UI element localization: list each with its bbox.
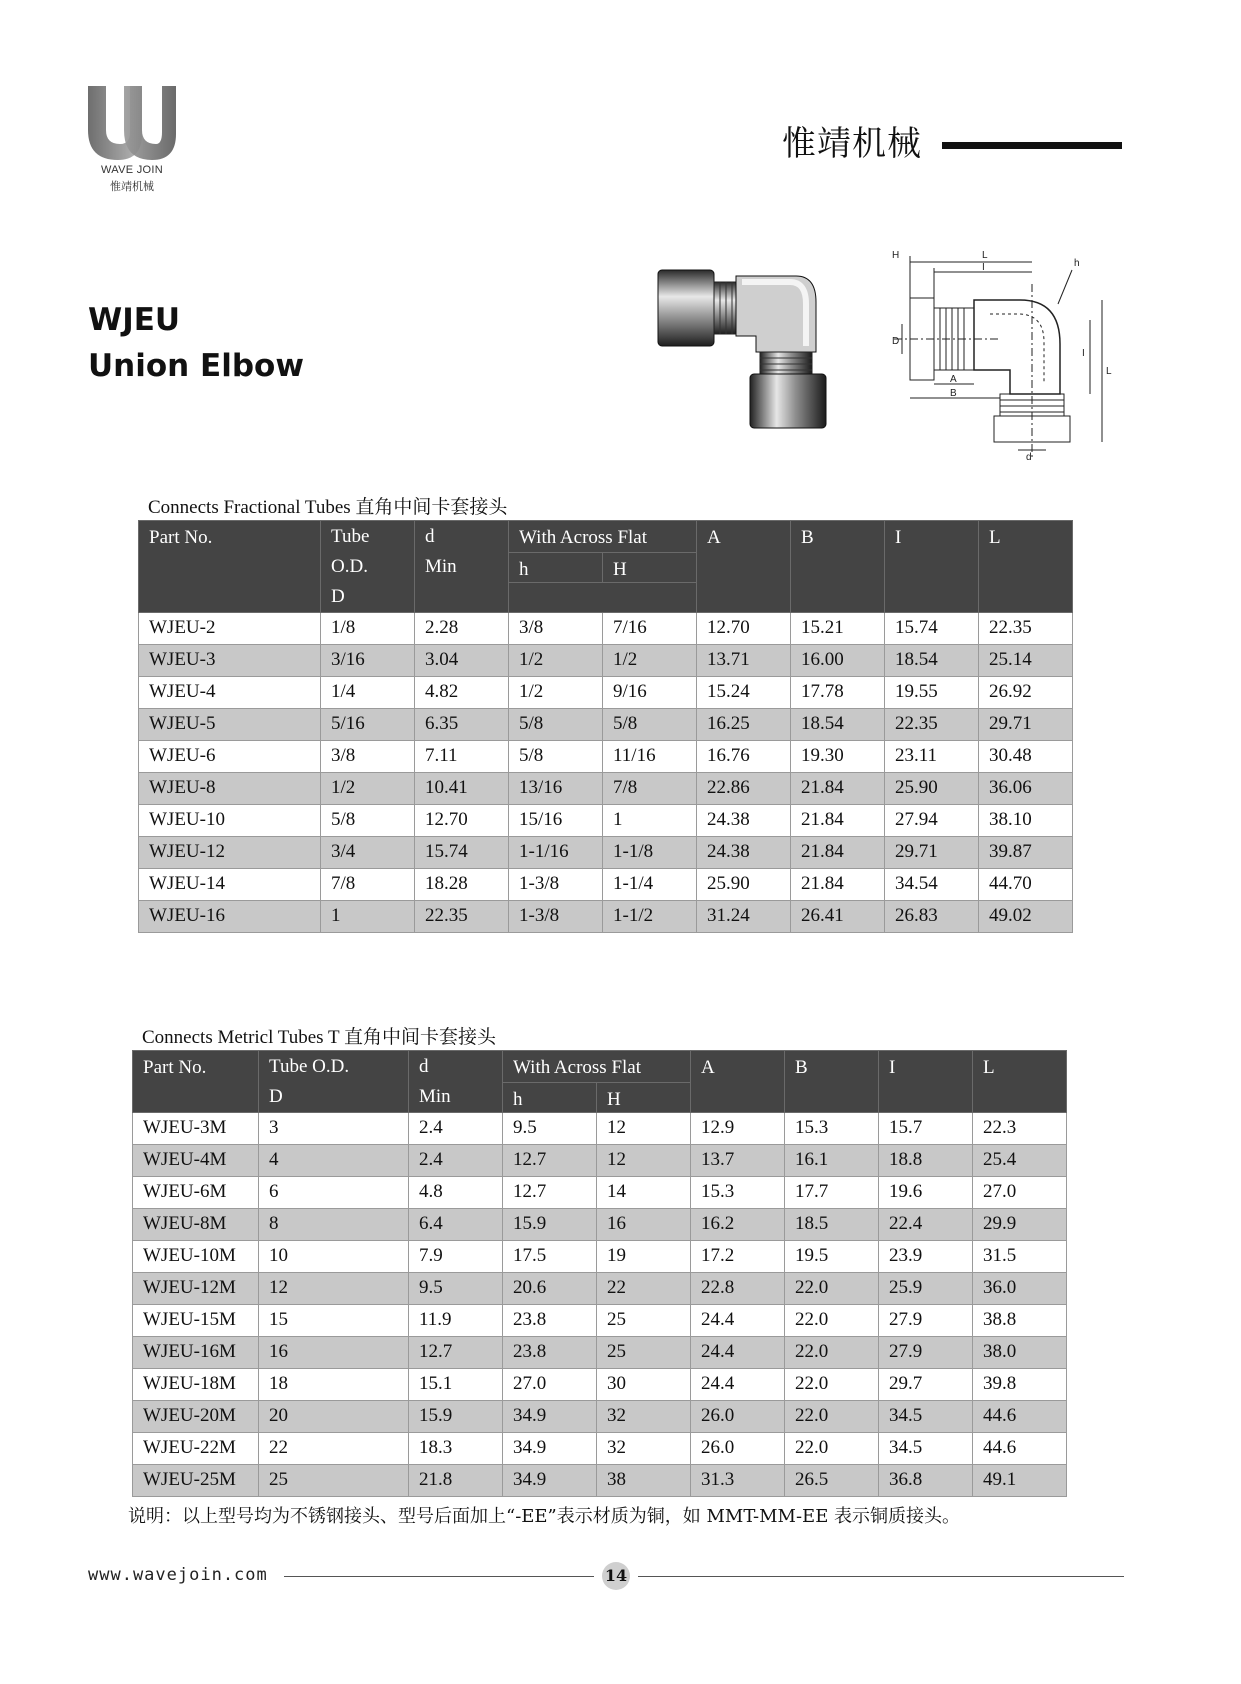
cell-B: 19.30 [791,741,885,773]
cell-h: 34.9 [503,1401,597,1433]
table-row [133,1113,1067,1145]
col-L: L [979,521,1073,613]
cell-I: 22.4 [879,1209,973,1241]
table-row [133,1305,1067,1337]
cell-L: 30.48 [979,741,1073,773]
cell-H: 9/16 [603,677,697,709]
cell-part-no: WJEU-6M [133,1177,259,1209]
cell-tube-od: 10 [259,1241,409,1273]
cell-tube-od: 7/8 [321,869,415,901]
cell-d-min: 15.9 [409,1401,503,1433]
cell-A: 16.2 [691,1209,785,1241]
table-row [139,645,1073,677]
col-B: B [791,521,885,613]
cell-L: 31.5 [973,1241,1067,1273]
cell-A: 16.76 [697,741,791,773]
cell-part-no: WJEU-16M [133,1337,259,1369]
cell-H: 1-1/4 [603,869,697,901]
cell-I: 15.7 [879,1113,973,1145]
cell-tube-od: 15 [259,1305,409,1337]
fractional-spec-table [138,520,1073,933]
cell-h: 5/8 [509,709,603,741]
cell-tube-od: 16 [259,1337,409,1369]
col-d-line2: Min [419,1086,451,1107]
col-across-flat: With Across Flat [509,521,697,553]
dim-label-B: B [950,388,957,399]
cell-A: 17.2 [691,1241,785,1273]
cell-H: 12 [597,1145,691,1177]
cell-tube-od: 3/4 [321,837,415,869]
cell-B: 22.0 [785,1305,879,1337]
cell-part-no: WJEU-3 [139,645,321,677]
cell-L: 26.92 [979,677,1073,709]
cell-H: 22 [597,1273,691,1305]
cell-L: 38.10 [979,805,1073,837]
col-A: A [697,521,791,613]
cell-part-no: WJEU-12M [133,1273,259,1305]
cell-tube-od: 3/8 [321,741,415,773]
col-d-line1: d [419,1056,429,1077]
material-note: 说明：以上型号均为不锈钢接头、型号后面加上“-EE”表示材质为铜，如 MMT-MM-EE 表示铜质接头。 [128,1506,961,1527]
cell-tube-od: 3/16 [321,645,415,677]
cell-B: 15.21 [791,613,885,645]
cell-L: 44.70 [979,869,1073,901]
cell-B: 18.5 [785,1209,879,1241]
cell-L: 44.6 [973,1433,1067,1465]
cell-part-no: WJEU-6 [139,741,321,773]
footer-rule-right [638,1576,1124,1577]
cell-part-no: WJEU-8 [139,773,321,805]
cell-B: 22.0 [785,1369,879,1401]
cell-part-no: WJEU-25M [133,1465,259,1497]
page-number: 14 [602,1562,630,1590]
table-row [139,709,1073,741]
dim-label-I: I [982,262,985,273]
cell-d-min: 4.82 [415,677,509,709]
cell-A: 12.70 [697,613,791,645]
col-A: A [691,1051,785,1113]
metric-spec-table [132,1050,1067,1497]
cell-I: 23.11 [885,741,979,773]
cell-H: 11/16 [603,741,697,773]
table-row [133,1145,1067,1177]
cell-h: 15/16 [509,805,603,837]
cell-L: 22.35 [979,613,1073,645]
cell-d-min: 9.5 [409,1273,503,1305]
cell-H: 25 [597,1305,691,1337]
fractional-table-caption: Connects Fractional Tubes 直角中间卡套接头 [148,497,508,518]
col-I: I [885,521,979,613]
cell-L: 49.02 [979,901,1073,933]
dim-label-L-vertical: L [1106,366,1112,377]
cell-A: 26.0 [691,1401,785,1433]
table-row [133,1433,1067,1465]
cell-part-no: WJEU-16 [139,901,321,933]
col-part-no: Part No. [133,1051,259,1113]
cell-A: 24.4 [691,1337,785,1369]
brand-name-english: WAVE JOIN [101,164,163,176]
cell-tube-od: 5/16 [321,709,415,741]
cell-h: 12.7 [503,1145,597,1177]
cell-h: 13/16 [509,773,603,805]
cell-B: 17.7 [785,1177,879,1209]
cell-H: 1/2 [603,645,697,677]
cell-H: 5/8 [603,709,697,741]
col-h: h [509,553,603,583]
col-tube-od-line2: D [269,1086,283,1107]
cell-d-min: 10.41 [415,773,509,805]
table-row [133,1241,1067,1273]
dim-label-D: D [892,336,900,347]
col-d-line2: Min [425,556,457,577]
cell-B: 21.84 [791,805,885,837]
table-row [139,677,1073,709]
cell-H: 30 [597,1369,691,1401]
table-row [139,837,1073,869]
cell-d-min: 15.1 [409,1369,503,1401]
cell-H: 1-1/8 [603,837,697,869]
cell-part-no: WJEU-5 [139,709,321,741]
cell-h: 3/8 [509,613,603,645]
cell-I: 26.83 [885,901,979,933]
cell-part-no: WJEU-12 [139,837,321,869]
table-row [133,1337,1067,1369]
cell-L: 49.1 [973,1465,1067,1497]
cell-tube-od: 5/8 [321,805,415,837]
cell-d-min: 7.9 [409,1241,503,1273]
cell-tube-od: 1/8 [321,613,415,645]
cell-H: 12 [597,1113,691,1145]
col-d-line1: d [425,526,435,547]
cell-B: 21.84 [791,773,885,805]
cell-I: 27.9 [879,1337,973,1369]
cell-d-min: 15.74 [415,837,509,869]
cell-H: 32 [597,1433,691,1465]
cell-I: 27.9 [879,1305,973,1337]
cell-tube-od: 18 [259,1369,409,1401]
dim-label-I-vertical: I [1082,348,1085,359]
table-row [139,901,1073,933]
table-row [133,1465,1067,1497]
cell-d-min: 11.9 [409,1305,503,1337]
cell-A: 24.4 [691,1369,785,1401]
cell-B: 22.0 [785,1433,879,1465]
cell-L: 22.3 [973,1113,1067,1145]
cell-h: 1/2 [509,645,603,677]
cell-h: 9.5 [503,1113,597,1145]
cell-d-min: 2.4 [409,1145,503,1177]
cell-B: 26.41 [791,901,885,933]
cell-tube-od: 25 [259,1465,409,1497]
cell-part-no: WJEU-10M [133,1241,259,1273]
cell-A: 12.9 [691,1113,785,1145]
table-row [139,773,1073,805]
cell-B: 21.84 [791,869,885,901]
col-d-min [409,1051,503,1113]
table-row [133,1209,1067,1241]
cell-L: 39.8 [973,1369,1067,1401]
cell-tube-od: 1/4 [321,677,415,709]
table-row [133,1177,1067,1209]
cell-H: 25 [597,1337,691,1369]
cell-tube-od: 4 [259,1145,409,1177]
cell-B: 19.5 [785,1241,879,1273]
cell-part-no: WJEU-14 [139,869,321,901]
cell-h: 1-3/8 [509,901,603,933]
cell-d-min: 18.3 [409,1433,503,1465]
cell-d-min: 2.28 [415,613,509,645]
footer-rule-left [284,1576,594,1577]
cell-h: 17.5 [503,1241,597,1273]
dim-label-A: A [950,374,957,385]
cell-I: 18.54 [885,645,979,677]
cell-I: 25.9 [879,1273,973,1305]
cell-H: 1-1/2 [603,901,697,933]
cell-B: 22.0 [785,1401,879,1433]
cell-I: 18.8 [879,1145,973,1177]
col-across-flat: With Across Flat [503,1051,691,1083]
cell-H: 32 [597,1401,691,1433]
table-row [139,741,1073,773]
dimension-drawing-icon [890,244,1130,464]
cell-L: 29.71 [979,709,1073,741]
cell-part-no: WJEU-15M [133,1305,259,1337]
cell-L: 27.0 [973,1177,1067,1209]
cell-part-no: WJEU-4M [133,1145,259,1177]
union-elbow-photo-icon [656,262,836,432]
technical-drawing [890,244,1130,464]
company-logo [86,86,178,196]
col-L: L [973,1051,1067,1113]
cell-tube-od: 20 [259,1401,409,1433]
cell-part-no: WJEU-10 [139,805,321,837]
cell-A: 13.71 [697,645,791,677]
cell-B: 18.54 [791,709,885,741]
col-part-no: Part No. [139,521,321,613]
cell-L: 25.4 [973,1145,1067,1177]
table-row [133,1369,1067,1401]
header-rule [942,142,1122,149]
product-photo [656,262,836,432]
cell-tube-od: 22 [259,1433,409,1465]
cell-d-min: 21.8 [409,1465,503,1497]
cell-d-min: 4.8 [409,1177,503,1209]
cell-part-no: WJEU-2 [139,613,321,645]
cell-A: 24.38 [697,805,791,837]
cell-L: 38.8 [973,1305,1067,1337]
cell-H: 16 [597,1209,691,1241]
cell-H: 19 [597,1241,691,1273]
cell-h: 20.6 [503,1273,597,1305]
cell-I: 22.35 [885,709,979,741]
cell-tube-od: 1 [321,901,415,933]
cell-d-min: 7.11 [415,741,509,773]
dim-label-L: L [982,250,988,261]
cell-L: 36.0 [973,1273,1067,1305]
cell-I: 23.9 [879,1241,973,1273]
cell-h: 34.9 [503,1433,597,1465]
cell-A: 13.7 [691,1145,785,1177]
col-d-min [415,521,509,613]
cell-B: 16.1 [785,1145,879,1177]
cell-A: 16.25 [697,709,791,741]
cell-h: 1-3/8 [509,869,603,901]
cell-tube-od: 6 [259,1177,409,1209]
cell-h: 1/2 [509,677,603,709]
website-url: www.wavejoin.com [88,1565,268,1585]
cell-tube-od: 12 [259,1273,409,1305]
cell-A: 25.90 [697,869,791,901]
cell-I: 34.5 [879,1433,973,1465]
cell-L: 36.06 [979,773,1073,805]
cell-part-no: WJEU-4 [139,677,321,709]
brand-name-chinese: 惟靖机械 [110,180,154,193]
col-across-flat-spacer [509,583,697,613]
cell-h: 5/8 [509,741,603,773]
cell-A: 22.86 [697,773,791,805]
cell-d-min: 6.4 [409,1209,503,1241]
cell-L: 25.14 [979,645,1073,677]
cell-I: 34.54 [885,869,979,901]
cell-tube-od: 1/2 [321,773,415,805]
cell-part-no: WJEU-18M [133,1369,259,1401]
table-row [139,805,1073,837]
cell-I: 34.5 [879,1401,973,1433]
cell-I: 15.74 [885,613,979,645]
col-H: H [603,553,697,583]
cell-A: 26.0 [691,1433,785,1465]
table-row [133,1273,1067,1305]
col-tube-od-line2: O.D. [331,556,368,577]
col-I: I [879,1051,973,1113]
col-tube-od-line1: Tube O.D. [269,1056,350,1077]
cell-part-no: WJEU-20M [133,1401,259,1433]
col-tube-od [321,521,415,613]
col-B: B [785,1051,879,1113]
cell-H: 38 [597,1465,691,1497]
cell-d-min: 3.04 [415,645,509,677]
cell-B: 26.5 [785,1465,879,1497]
col-tube-od-line1: Tube [331,526,370,547]
cell-h: 1-1/16 [509,837,603,869]
dim-label-H: H [892,250,900,261]
cell-I: 25.90 [885,773,979,805]
cell-part-no: WJEU-22M [133,1433,259,1465]
col-H: H [597,1083,691,1113]
cell-H: 7/8 [603,773,697,805]
col-tube-od [259,1051,409,1113]
cell-B: 21.84 [791,837,885,869]
cell-I: 29.7 [879,1369,973,1401]
cell-B: 16.00 [791,645,885,677]
cell-A: 31.3 [691,1465,785,1497]
wave-join-logo-icon [86,86,178,162]
cell-h: 23.8 [503,1337,597,1369]
cell-h: 15.9 [503,1209,597,1241]
cell-I: 19.6 [879,1177,973,1209]
cell-A: 22.8 [691,1273,785,1305]
cell-H: 7/16 [603,613,697,645]
cell-H: 1 [603,805,697,837]
cell-L: 29.9 [973,1209,1067,1241]
cell-d-min: 18.28 [415,869,509,901]
fractional-table-body [139,613,1073,933]
cell-h: 27.0 [503,1369,597,1401]
cell-A: 15.3 [691,1177,785,1209]
cell-tube-od: 8 [259,1209,409,1241]
cell-B: 17.78 [791,677,885,709]
col-h: h [503,1083,597,1113]
cell-d-min: 22.35 [415,901,509,933]
cell-I: 19.55 [885,677,979,709]
cell-part-no: WJEU-3M [133,1113,259,1145]
cell-H: 14 [597,1177,691,1209]
cell-d-min: 6.35 [415,709,509,741]
cell-A: 24.38 [697,837,791,869]
cell-part-no: WJEU-8M [133,1209,259,1241]
cell-d-min: 12.70 [415,805,509,837]
cell-L: 44.6 [973,1401,1067,1433]
table-row [133,1401,1067,1433]
col-tube-od-line3: D [331,586,345,607]
product-name: Union Elbow [88,348,304,384]
cell-h: 23.8 [503,1305,597,1337]
company-name: 惟靖机械 [782,124,922,164]
cell-B: 22.0 [785,1337,879,1369]
cell-h: 12.7 [503,1177,597,1209]
table-row [139,613,1073,645]
dim-label-h: h [1074,258,1080,269]
cell-d-min: 2.4 [409,1113,503,1145]
metric-table-body [133,1113,1067,1497]
cell-B: 15.3 [785,1113,879,1145]
cell-A: 31.24 [697,901,791,933]
dim-label-d: d [1026,452,1032,463]
cell-I: 27.94 [885,805,979,837]
cell-I: 29.71 [885,837,979,869]
cell-d-min: 12.7 [409,1337,503,1369]
cell-A: 24.4 [691,1305,785,1337]
cell-B: 22.0 [785,1273,879,1305]
metric-table-caption: Connects Metricl Tubes T 直角中间卡套接头 [142,1027,496,1048]
cell-h: 34.9 [503,1465,597,1497]
table-row [139,869,1073,901]
cell-L: 39.87 [979,837,1073,869]
cell-tube-od: 3 [259,1113,409,1145]
cell-L: 38.0 [973,1337,1067,1369]
product-code: WJEU [88,302,181,338]
cell-I: 36.8 [879,1465,973,1497]
cell-A: 15.24 [697,677,791,709]
